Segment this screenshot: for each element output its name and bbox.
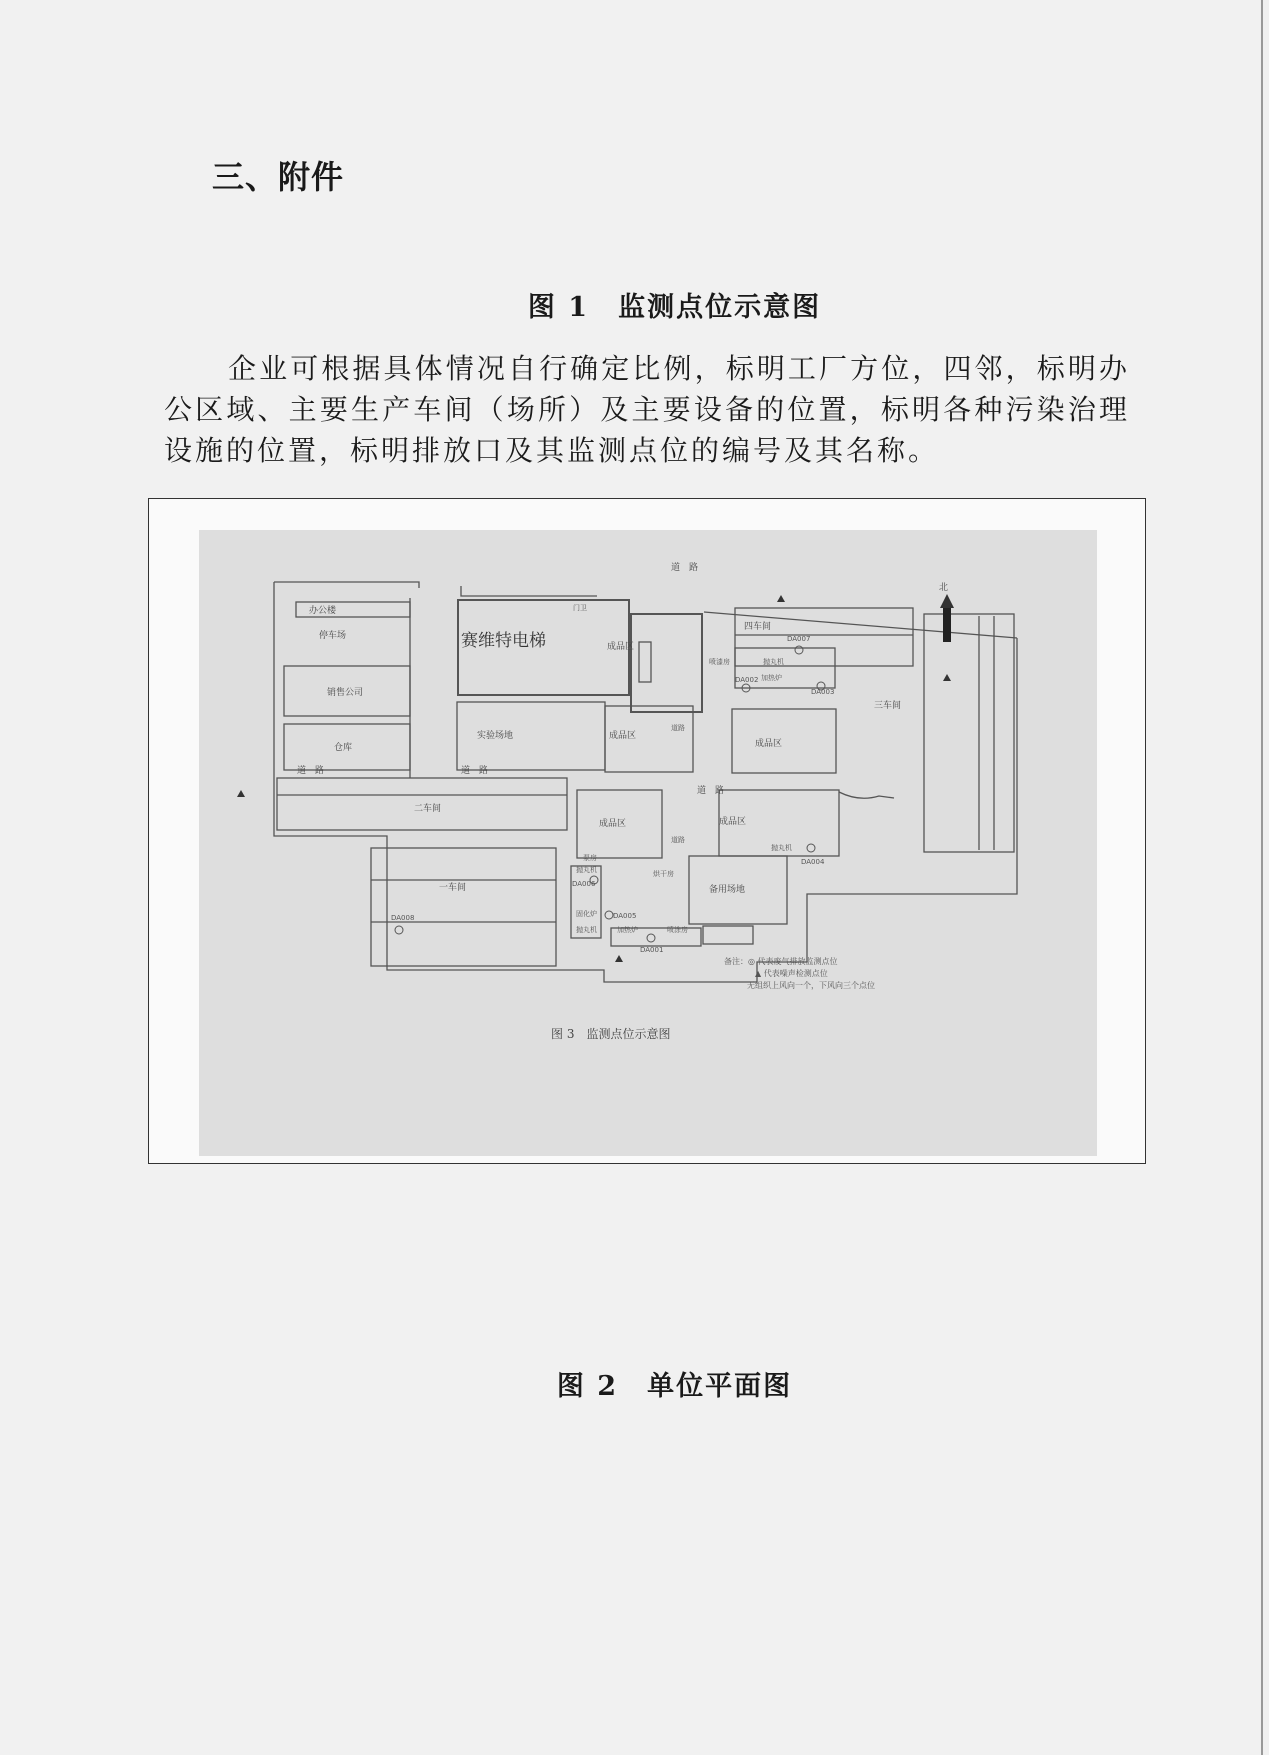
plan-shot-blast-4: 抛丸机	[771, 844, 792, 852]
plan-legend-3: 无组织上风向一个，下风向三个点位	[747, 981, 875, 990]
plan-caption: 图 3 监测点位示意图	[551, 1027, 671, 1041]
plan-heating-2: 加热炉	[617, 926, 638, 934]
plan-road-2: 道 路	[461, 766, 489, 776]
plan-sales: 销售公司	[327, 688, 364, 698]
plan-da001: DA001	[640, 946, 664, 954]
plan-road-1: 道 路	[297, 766, 325, 776]
plan-finished-5: 成品区	[719, 817, 747, 827]
plan-test-site: 实验场地	[477, 731, 514, 741]
plan-finished-4: 成品区	[599, 819, 627, 829]
plan-da008: DA008	[391, 914, 415, 922]
section-heading: 三、附件	[212, 158, 345, 196]
figure1-caption: 图 1 监测点位示意图	[527, 292, 822, 323]
plan-curing-oven: 固化炉	[576, 910, 597, 918]
figure2-caption: 图 2 单位平面图	[556, 1371, 793, 1402]
plan-main-building: 赛维特电梯	[461, 631, 546, 651]
plan-da003: DA003	[811, 688, 835, 696]
plan-road-top: 道 路	[671, 563, 699, 573]
plan-shot-blast-3: 抛丸机	[576, 926, 597, 934]
plan-workshop3: 三车间	[874, 701, 902, 711]
plan-road-v2: 道路	[671, 836, 685, 844]
site-plan-photo	[199, 530, 1097, 1156]
plan-paint-room: 喷漆房	[709, 658, 730, 666]
plan-da005: DA005	[613, 912, 637, 920]
plan-workshop2: 二车间	[414, 804, 442, 814]
north-arrow-icon	[940, 594, 954, 608]
plan-legend-2: ▲ 代表噪声检测点位	[755, 969, 828, 978]
plan-warehouse: 仓库	[334, 743, 353, 753]
plan-da002: DA002	[735, 676, 759, 684]
instruction-paragraph: 企业可根据具体情况自行确定比例，标明工厂方位，四邻，标明办公区域、主要生产车间（场所）及主要设备的位置，标明各种污染治理设施的位置，标明排放口及其监测点位的编号及其名称。	[164, 352, 1130, 467]
plan-heating: 加热炉	[761, 674, 782, 682]
plan-workshop4: 四车间	[744, 622, 772, 632]
plan-spray-room: 喷涂房	[667, 926, 688, 934]
plan-da004: DA004	[801, 858, 825, 866]
plan-road-3: 道 路	[697, 786, 725, 796]
figure-frame	[148, 498, 1146, 1164]
page-edge	[1261, 0, 1263, 1755]
plan-shot-blast-1: 抛丸机	[763, 658, 784, 666]
plan-da007: DA007	[787, 635, 811, 643]
plan-office: 办公楼	[309, 606, 337, 616]
plan-finished-1: 成品区	[607, 642, 635, 652]
plan-north: 北	[939, 583, 949, 593]
plan-reception: 门卫	[573, 604, 587, 612]
plan-finished-3: 成品区	[755, 739, 783, 749]
plan-legend-1: 备注：◎ 代表废气排放监测点位	[724, 957, 838, 966]
plan-shot-blast-2: 抛丸机	[576, 866, 597, 874]
plan-spare-site: 备用场地	[709, 885, 746, 895]
plan-workshop1: 一车间	[439, 883, 467, 893]
plan-parking: 停车场	[319, 631, 347, 641]
site-plan	[199, 530, 1097, 1156]
plan-finished-2: 成品区	[609, 731, 637, 741]
plan-pump-room: 泵房	[583, 854, 597, 862]
plan-road-v1: 道路	[671, 724, 685, 732]
plan-da006: DA006	[572, 880, 596, 888]
plan-drying-room: 烘干房	[653, 870, 674, 878]
